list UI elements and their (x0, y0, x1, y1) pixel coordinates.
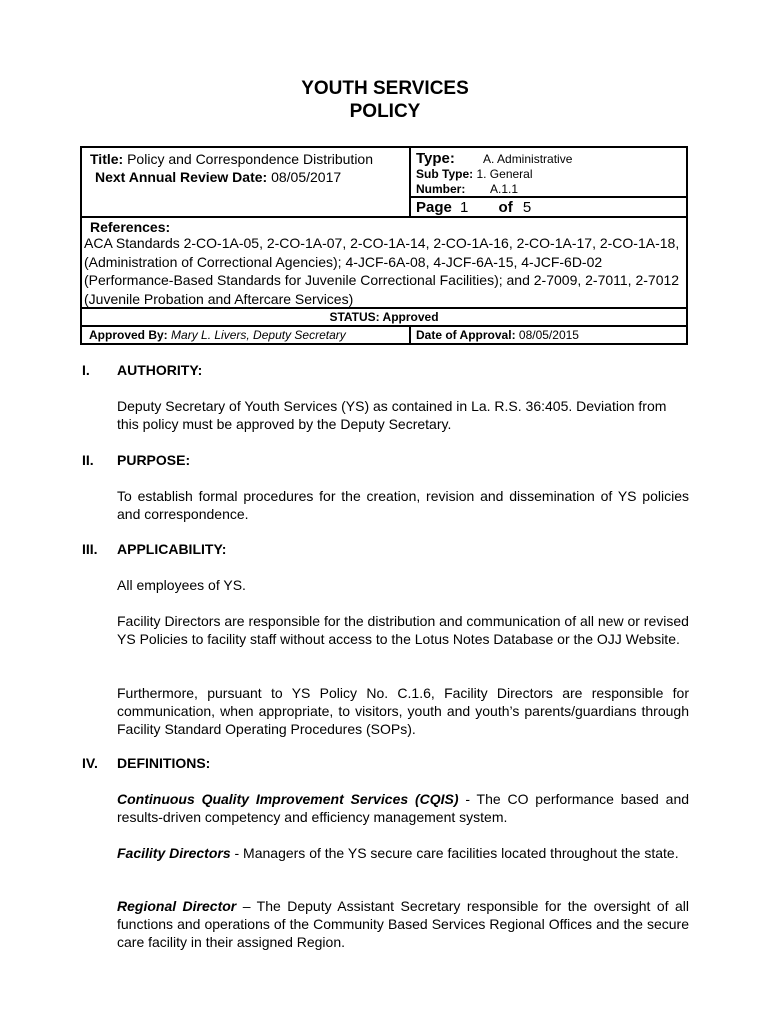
section-1-paragraph: Deputy Secretary of Youth Services (YS) as contained in La. R.S. 36:405. Deviation from this policy must be approved by the Deputy Secretary. (117, 398, 667, 432)
section-2-title: PURPOSE: (117, 452, 191, 468)
section-3-paragraph-3: Furthermore, pursuant to YS Policy No. C.1.6, Facility Directors are responsible for communication, when appropriate, to visitors, youth and youth’s parents/guardians through Facility Standard Operating Procedures (SOPs). (117, 685, 689, 737)
definition-regional-director-text: – The Deputy Assistant Secretary responsible for the oversight of all functions and operations of the Community Based Services Regional Offices and the secure care facility in their assigned Region. (117, 898, 689, 950)
page-indicator (416, 199, 531, 216)
table-border-bottom (80, 343, 688, 345)
definition-cqis (117, 790, 689, 826)
page-value: 1 (460, 199, 469, 216)
review-row (95, 169, 341, 186)
status-text: STATUS: Approved (329, 310, 439, 324)
review-value: 08/05/2017 (271, 169, 342, 185)
definition-facility-directors-text: - Managers of the YS secure care facilities located throughout the state. (230, 845, 679, 861)
definition-regional-director-term: Regional Director (117, 898, 237, 914)
definition-facility-directors-term: Facility Directors (117, 845, 231, 861)
approval-date-label: Date of Approval: (416, 328, 516, 342)
definition-facility-directors (117, 844, 689, 862)
section-2-paragraph: To establish formal procedures for the creation, revision and dissemination of YS policies and correspondence. (117, 488, 689, 522)
references-label: References: (90, 219, 171, 235)
table-divider-col-bottom (409, 325, 411, 344)
approval-date-row (416, 328, 579, 342)
table-divider-col-top (409, 146, 411, 217)
subtype-label: Sub Type: (416, 167, 474, 181)
approved-by-row (89, 328, 346, 342)
review-label: Next Annual Review Date: (95, 169, 268, 185)
definition-cqis-term: Continuous Quality Improvement Services (CQIS) (117, 791, 459, 807)
number-label: Number: (416, 182, 466, 196)
title-label: Title: (90, 151, 124, 167)
section-3-paragraph-1: All employees of YS. (117, 577, 246, 593)
table-divider-approval (80, 325, 688, 327)
section-3-title: APPLICABILITY: (117, 541, 227, 557)
section-4-title: DEFINITIONS: (117, 755, 211, 771)
type-label: Type: (416, 150, 455, 167)
section-3-paragraph-2: Facility Directors are responsible for the distribution and communication of all new or revised YS Policies to facility staff without access to the Lotus Notes Database or the OJJ Website. (117, 613, 689, 647)
subtype-value: 1. General (476, 167, 533, 181)
doc-heading-line2: POLICY (349, 101, 421, 122)
section-1-title: AUTHORITY: (117, 362, 203, 378)
title-value: Policy and Correspondence Distribution (127, 151, 374, 167)
number-value: A.1.1 (490, 182, 519, 196)
approved-by-label: Approved By: (89, 328, 168, 342)
approval-date-value: 08/05/2015 (518, 328, 579, 342)
definition-cqis-text: - The CO performance based and results-driven competency and efficiency management system. (117, 791, 690, 825)
table-border-top (80, 146, 688, 148)
references-text: ACA Standards 2-CO-1A-05, 2-CO-1A-07, 2-CO-1A-14, 2-CO-1A-16, 2-CO-1A-17, 2-CO-1A-18, (Administration of Correctional Agencies); 4-JCF-6A-08, 4-JCF-6A-15, 4-JCF-6D-02 (Performance-Based Standards for Juvenile Correctional Facilities); and 2-7009, 2-7011, 2-7012 (Juvenile Probation and Aftercare Services) (84, 235, 680, 307)
subtype-row (416, 167, 533, 181)
doc-heading-line1: YOUTH SERVICES (301, 78, 469, 99)
of-value: 5 (522, 199, 532, 216)
definition-regional-director (117, 897, 689, 951)
section-2-number: II. (82, 452, 94, 468)
of-label: of (498, 199, 513, 216)
approved-by-value: Mary L. Livers, Deputy Secretary (171, 328, 346, 342)
section-1-number: I. (82, 362, 90, 378)
type-value: A. Administrative (483, 152, 573, 166)
section-4-number: IV. (82, 755, 98, 771)
table-divider-page (409, 196, 688, 198)
table-divider-references (80, 216, 688, 218)
page-label: Page (416, 199, 452, 216)
title-row (90, 151, 373, 168)
section-3-number: III. (82, 541, 98, 557)
